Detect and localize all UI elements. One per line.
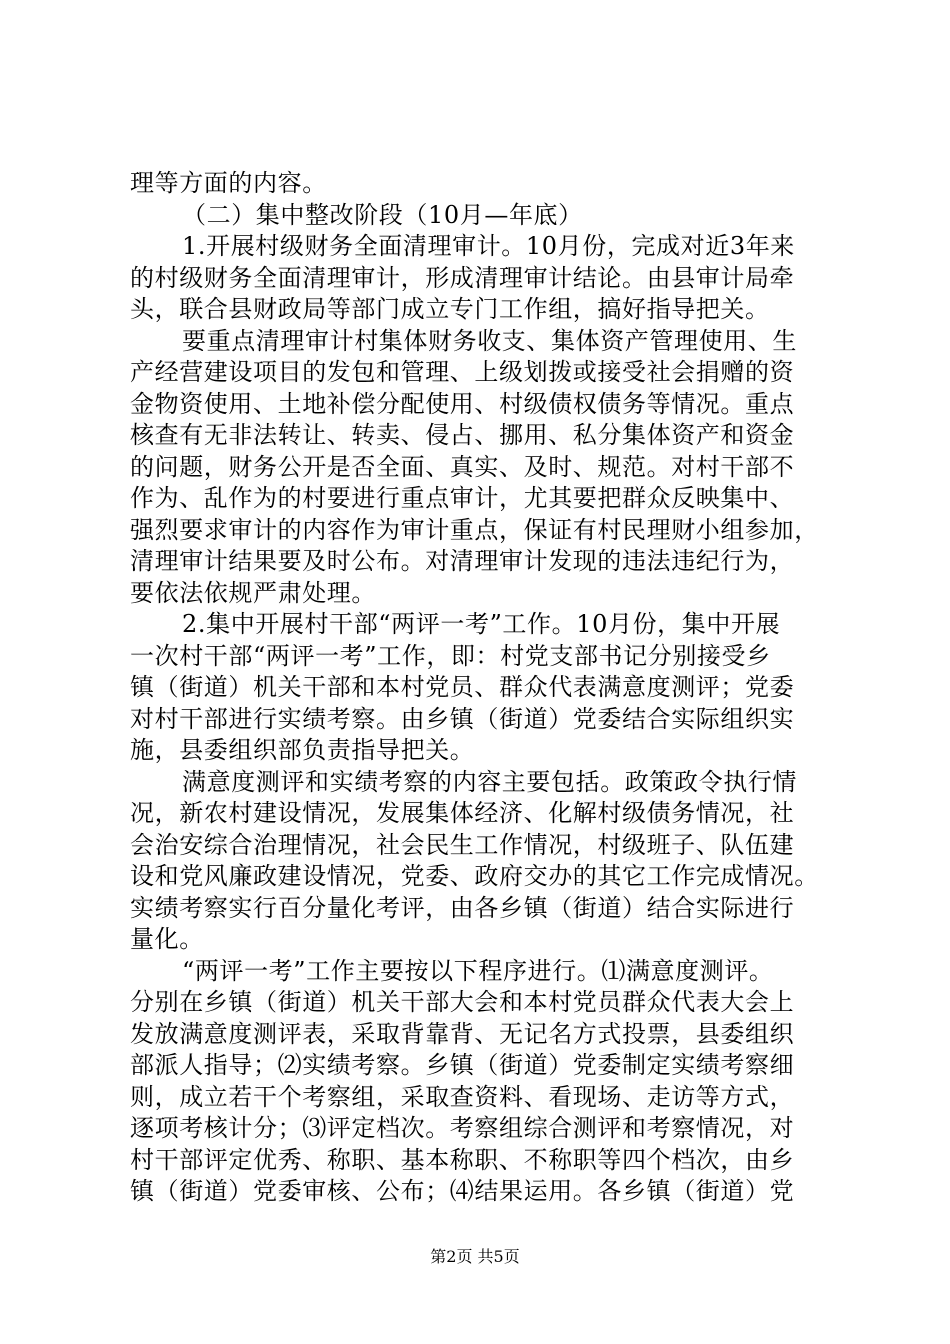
text-line: 一次村干部“两评一考”工作，即：村党支部书记分别接受乡 xyxy=(130,641,771,670)
text-line: “两评一考”工作主要按以下程序进行。⑴满意度测评。 xyxy=(182,956,774,985)
text-line: 理等方面的内容。 xyxy=(130,169,327,197)
text-line: 清理审计结果要及时公布。对清理审计发现的违法违纪行为， xyxy=(130,547,795,575)
text-line: 要依法依规严肃处理。 xyxy=(130,578,376,607)
text-line: 1.开展村级财务全面清理审计。10月份，完成对近3年来 xyxy=(182,232,795,260)
document-body xyxy=(130,168,830,1208)
text-line: 的问题，财务公开是否全面、真实、及时、规范。对村干部不 xyxy=(130,452,795,481)
text-line: 村干部评定优秀、称职、基本称职、不称职等四个档次，由乡 xyxy=(130,1145,795,1174)
text-line: 要重点清理审计村集体财务收支、集体资产管理使用、生 xyxy=(182,326,797,355)
text-line: 施，县委组织部负责指导把关。 xyxy=(130,736,475,764)
text-line: 镇（街道）党委审核、公布；⑷结果运用。各乡镇（街道）党 xyxy=(130,1177,795,1205)
text-line: 作为、乱作为的村要进行重点审计，尤其要把群众反映集中、 xyxy=(130,484,795,512)
text-line: 镇（街道）机关干部和本村党员、群众代表满意度测评；党委 xyxy=(130,673,795,701)
text-line: 强烈要求审计的内容作为审计重点，保证有村民理财小组参加， xyxy=(130,515,819,544)
text-line: 金物资使用、土地补偿分配使用、村级债权债务等情况。重点 xyxy=(130,389,795,418)
page-footer: 第2页 共5页 xyxy=(430,1247,520,1266)
text-line: 况，新农村建设情况，发展集体经济、化解村级债务情况，社 xyxy=(130,799,795,827)
text-line: 对村干部进行实绩考察。由乡镇（街道）党委结合实际组织实 xyxy=(130,704,795,733)
text-line: 则，成立若干个考察组，采取查资料、看现场、走访等方式， xyxy=(130,1082,795,1111)
text-line: 分别在乡镇（街道）机关干部大会和本村党员群众代表大会上 xyxy=(130,988,795,1016)
text-line: 逐项考核计分；⑶评定档次。考察组综合测评和考察情况，对 xyxy=(130,1114,795,1142)
text-line: 实绩考察实行百分量化考评，由各乡镇（街道）结合实际进行 xyxy=(130,893,795,922)
text-line: 会治安综合治理情况，社会民生工作情况，村级班子、队伍建 xyxy=(130,830,795,859)
text-line: 产经营建设项目的发包和管理、上级划拨或接受社会捐赠的资 xyxy=(130,358,795,386)
text-line: 2.集中开展村干部“两评一考”工作。10月份，集中开展 xyxy=(182,610,781,638)
text-line: 头，联合县财政局等部门成立专门工作组，搞好指导把关。 xyxy=(130,295,770,323)
text-line: 的村级财务全面清理审计，形成清理审计结论。由县审计局牵 xyxy=(130,263,795,292)
text-line: 量化。 xyxy=(130,925,204,953)
text-line: （二）集中整改阶段（10月—年底） xyxy=(182,200,583,229)
text-line: 发放满意度测评表，采取背靠背、无记名方式投票，县委组织 xyxy=(130,1019,795,1048)
text-line: 满意度测评和实绩考察的内容主要包括。政策政令执行情 xyxy=(182,767,797,796)
text-line: 设和党风廉政建设情况，党委、政府交办的其它工作完成情况。 xyxy=(130,862,819,890)
text-line: 部派人指导；⑵实绩考察。乡镇（街道）党委制定实绩考察细 xyxy=(130,1051,795,1079)
text-line: 核查有无非法转让、转卖、侵占、挪用、私分集体资产和资金 xyxy=(130,421,795,449)
